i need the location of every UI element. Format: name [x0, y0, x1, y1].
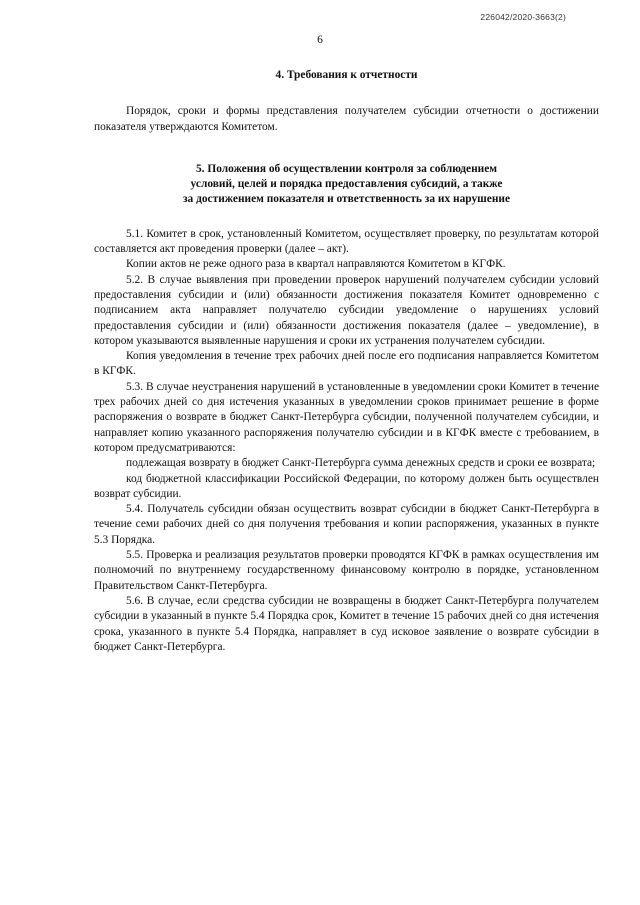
paragraph-5-6: 5.6. В случае, если средства субсидии не возвращены в бюджет Санкт-Петербурга получателем субсидии в указанный в пункте 5.4 Порядка срок, Комитет в течение 15 рабочих дней со дня истечения срока, указанного в пункте 5.4 Порядка, направляет в суд исковое заявление о возврате субсидии в бюджет Санкт-Петербурга.: [94, 594, 599, 653]
paragraph-5-2-copy: Копия уведомления в течение трех рабочих дней после его подписания направляется Комитетом в КГФК.: [94, 350, 599, 378]
section-4-paragraph: Порядок, сроки и формы представления получателем субсидии отчетности о достижении показателя утверждаются Комитетом.: [94, 105, 599, 133]
paragraph-5-1-copies: Копии актов не реже одного раза в квартал направляются Комитетом в КГФК.: [126, 258, 506, 271]
paragraph-5-4: 5.4. Получатель субсидии обязан осуществить возврат субсидии в бюджет Санкт-Петербурга в течение семи рабочих дней со дня получения требования и копии распоряжения, указанных в пункте 5.3 Порядка.: [94, 503, 599, 546]
paragraph-5-5: 5.5. Проверка и реализация результатов проверки проводятся КГФК в рамках осуществления им полномочий по внутреннему государственному финансовому контролю в порядке, установленном Правительством Санкт-Петербурга.: [94, 549, 599, 592]
page-number: 6: [317, 34, 323, 46]
paragraph-5-2: 5.2. В случае выявления при проведении проверок нарушений получателем субсидии условий предоставления субсидии и (или) обязанности достижения показателя Комитет одновременно с подписанием акта направляет получателю субсидии уведомление о нарушениях условий предоставления субсидии и (или) обязанности достижения показателя (далее – уведомление), в котором указываются выявленные нарушения и сроки их устранения получателем субсидии.: [94, 273, 599, 347]
section-5-title-line: 5. Положения об осуществлении контроля за соблюдением: [195, 162, 498, 175]
section-5-title-line: условий, целей и порядка предоставления субсидий, а также: [190, 178, 503, 191]
paragraph-5-3-item-amount: подлежащая возврату в бюджет Санкт-Петербурга сумма денежных средств и сроки ее возврата;: [126, 457, 596, 470]
section-5-title-line: за достижением показателя и ответственность за их нарушение: [182, 193, 511, 206]
document-id: 226042/2020-3663(2): [480, 12, 566, 22]
section-4-title: 4. Требования к отчетности: [275, 69, 418, 81]
paragraph-5-3: 5.3. В случае неустранения нарушений в установленные в уведомлении сроки Комитет в течение трех рабочих дней со дня истечения указанных в уведомлении сроков принимает решение в форме распоряжения о возврате в бюджет Санкт-Петербурга субсидии, полученной получателем субсидии, и направляет копию указанного распоряжения получателю субсидии и в КГФК вместе с требованием, в котором предусматриваются:: [94, 380, 599, 454]
section-5-title: [94, 162, 599, 208]
paragraph-5-3-item-code: код бюджетной классификации Российской Федерации, по которому должен быть осуществлен возврат субсидии.: [94, 472, 599, 500]
document-body: [94, 68, 599, 655]
paragraph-5-1: 5.1. Комитет в срок, установленный Комитетом, осуществляет проверку, по результатам которой составляется акт проведения проверки (далее – акт).: [94, 227, 599, 256]
